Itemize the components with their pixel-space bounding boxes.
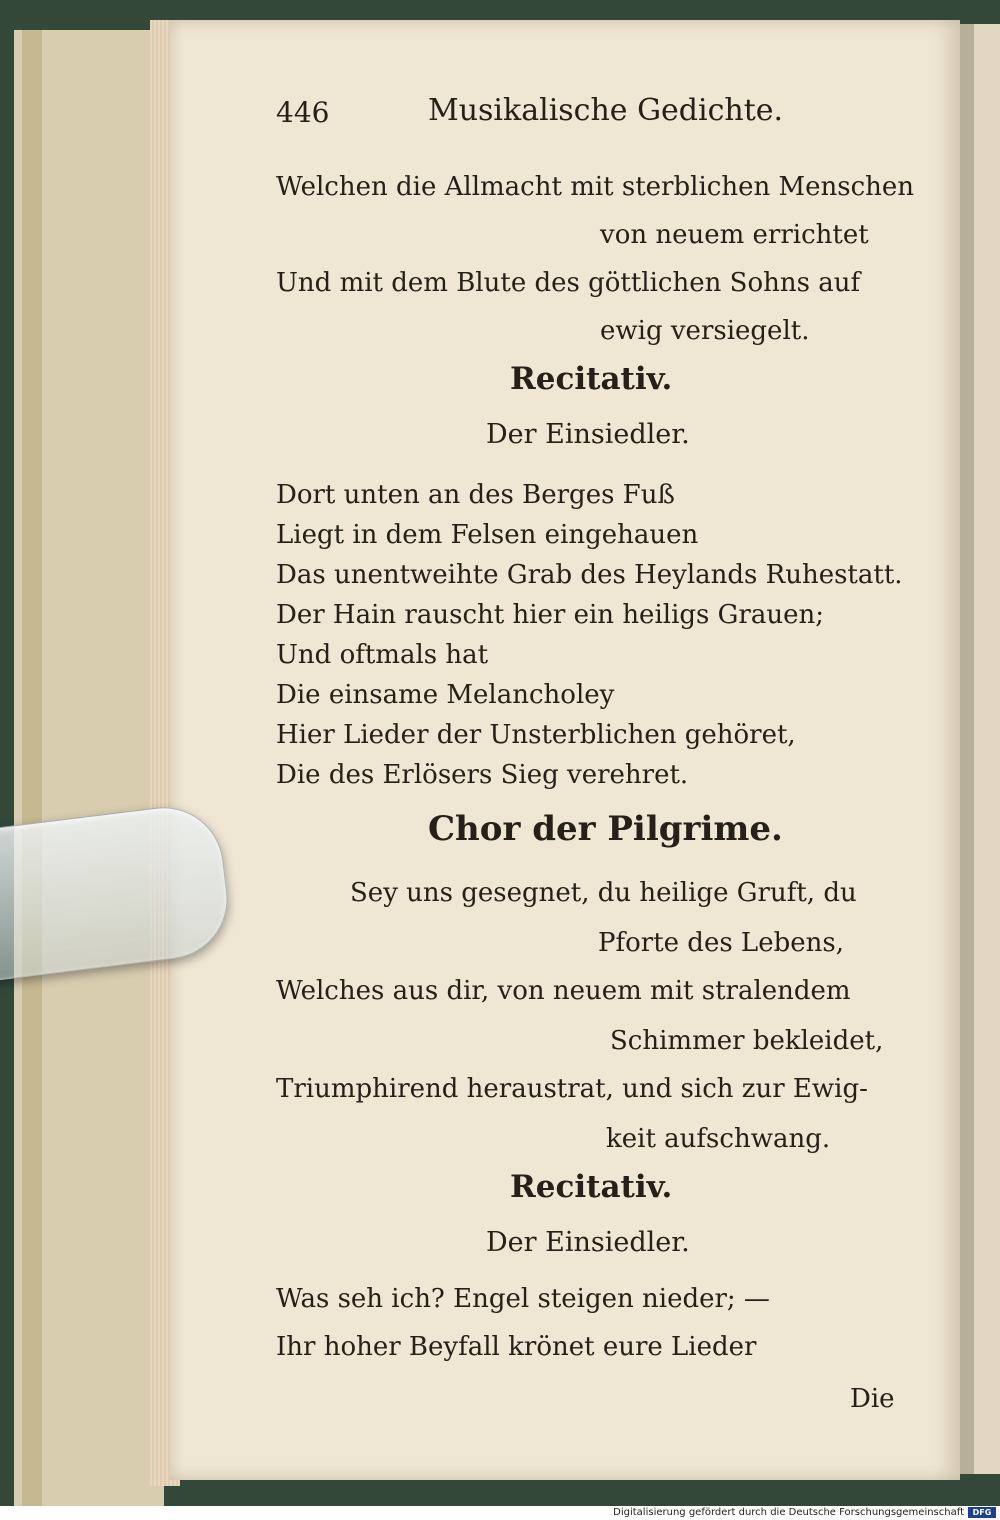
dfg-logo: DFG: [968, 1507, 996, 1518]
gutter-shadow: [960, 24, 974, 1474]
speaker-heading: Der Einsiedler.: [486, 419, 690, 450]
text-line: Ihr hoher Beyfall krönet eure Lieder: [276, 1332, 757, 1362]
text-line: Das unentweihte Grab des Heylands Ruhestatt.: [276, 560, 903, 590]
footer-credit: Digitalisierung gefördert durch die Deutsche Forschungsgemeinschaft: [613, 1507, 964, 1518]
text-line: Und mit dem Blute des göttlichen Sohns auf: [276, 268, 861, 298]
text-line: Die einsame Melancholey: [276, 680, 615, 710]
text-line: Und oftmals hat: [276, 640, 489, 670]
catchword: Die: [850, 1384, 895, 1414]
text-line: von neuem errichtet: [600, 220, 869, 250]
text-line: Pforte des Lebens,: [598, 928, 844, 958]
footer-bar: [0, 1506, 1000, 1520]
text-line: Liegt in dem Felsen eingehauen: [276, 520, 699, 550]
text-line: Triumphirend heraustrat, und sich zur Ewig-: [276, 1074, 868, 1104]
cover-edge: [22, 30, 42, 1506]
text-line: Sey uns gesegnet, du heilige Gruft, du: [350, 878, 857, 908]
text-line: Schimmer bekleidet,: [610, 1026, 884, 1056]
text-line: Hier Lieder der Unsterblichen gehöret,: [276, 720, 796, 750]
text-line: Was seh ich? Engel steigen nieder; —: [276, 1284, 770, 1314]
text-line: Der Hain rauscht hier ein heiligs Grauen;: [276, 600, 824, 630]
section-heading: Recitativ.: [510, 1169, 673, 1205]
page-number: 446: [276, 96, 330, 129]
text-line: Welches aus dir, von neuem mit stralendem: [276, 976, 851, 1006]
section-heading: Recitativ.: [510, 361, 673, 397]
book-page: [170, 20, 960, 1480]
text-line: Welchen die Allmacht mit sterblichen Menschen: [276, 172, 915, 202]
speaker-heading: Der Einsiedler.: [486, 1227, 690, 1258]
text-line: Dort unten an des Berges Fuß: [276, 480, 675, 510]
section-heading: Chor der Pilgrime.: [428, 809, 783, 849]
text-line: ewig versiegelt.: [600, 316, 810, 346]
text-line: keit aufschwang.: [606, 1124, 831, 1154]
running-title: Musikalische Gedichte.: [428, 93, 784, 128]
text-line: Die des Erlösers Sieg verehret.: [276, 760, 689, 790]
